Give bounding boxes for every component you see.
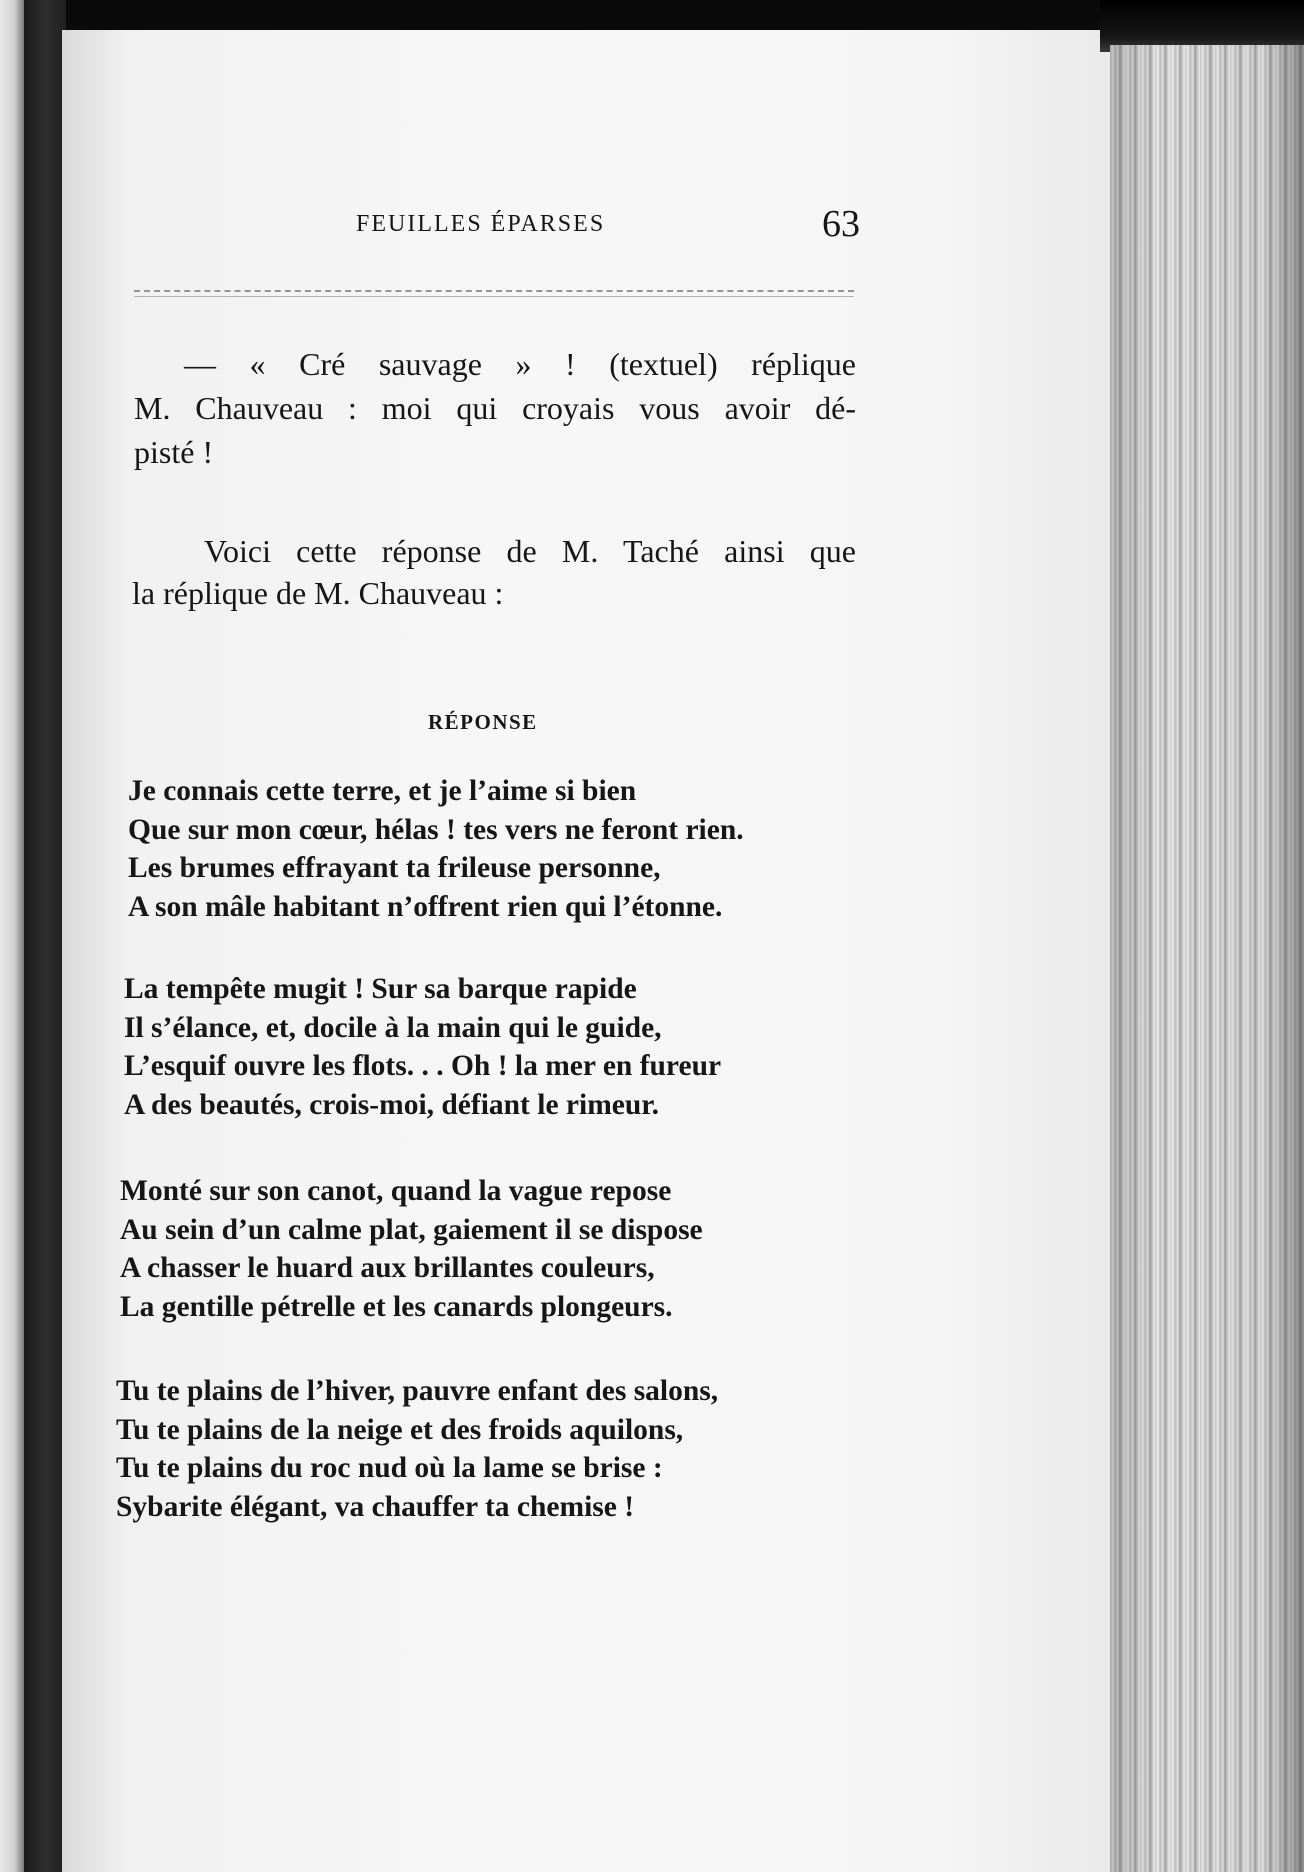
verse: Il s’élance, et, docile à la main qui le guide, [124,1011,662,1044]
verse: A son mâle habitant n’offrent rien qui l’étonne. [128,890,723,923]
facing-page-edge [0,0,24,1872]
verse: Les brumes effrayant ta frileuse personne, [128,852,661,884]
verse: A des beautés, crois-moi, défiant le rimeur. [124,1088,660,1121]
paragraph-1 [134,343,856,473]
paragraph-line: M. Chauveau : moi qui croyais vous avoir dé- [134,390,856,426]
verse: L’esquif ouvre les flots. . . Oh ! la mer en fureur [124,1050,722,1082]
stanza-3 [120,1172,703,1326]
page-edges-shadow [1110,45,1304,1872]
book-page [62,30,1162,1872]
verse: Tu te plains de la neige et des froids aquilons, [116,1413,684,1446]
paragraph-line: — « Cré sauvage » ! (textuel) réplique [184,346,856,382]
verse: Tu te plains de l’hiver, pauvre enfant des salons, [116,1375,719,1407]
verse: Monté sur son canot, quand la vague repose [120,1175,672,1207]
paragraph-2 [132,530,856,614]
verse: Que sur mon cœur, hélas ! tes vers ne feront rien. [128,813,744,846]
poem-title: RÉPONSE [428,710,538,734]
stanza-2 [124,970,721,1124]
verse: La tempête mugit ! Sur sa barque rapide [124,973,637,1005]
running-title: FEUILLES ÉPARSES [356,211,606,237]
page-number: 63 [822,203,860,245]
verse: Je connais cette terre, et je l’aime si bien [128,775,637,807]
paragraph-line: Voici cette réponse de M. Taché ainsi que [204,533,856,569]
verse: A chasser le huard aux brillantes couleurs, [120,1252,655,1284]
verse: La gentille pétrelle et les canards plongeurs. [120,1290,673,1323]
header-rule-inner [134,296,854,297]
paragraph-line: pisté ! [134,434,214,470]
stanza-1 [128,772,744,926]
stanza-4 [116,1372,718,1526]
verse: Sybarite élégant, va chauffer ta chemise ! [116,1490,635,1523]
header-rule [134,290,854,292]
verse: Au sein d’un calme plat, gaiement il se dispose [120,1213,703,1246]
paragraph-line: la réplique de M. Chauveau : [132,575,504,611]
verse: Tu te plains du roc nud où la lame se brise : [116,1452,663,1484]
